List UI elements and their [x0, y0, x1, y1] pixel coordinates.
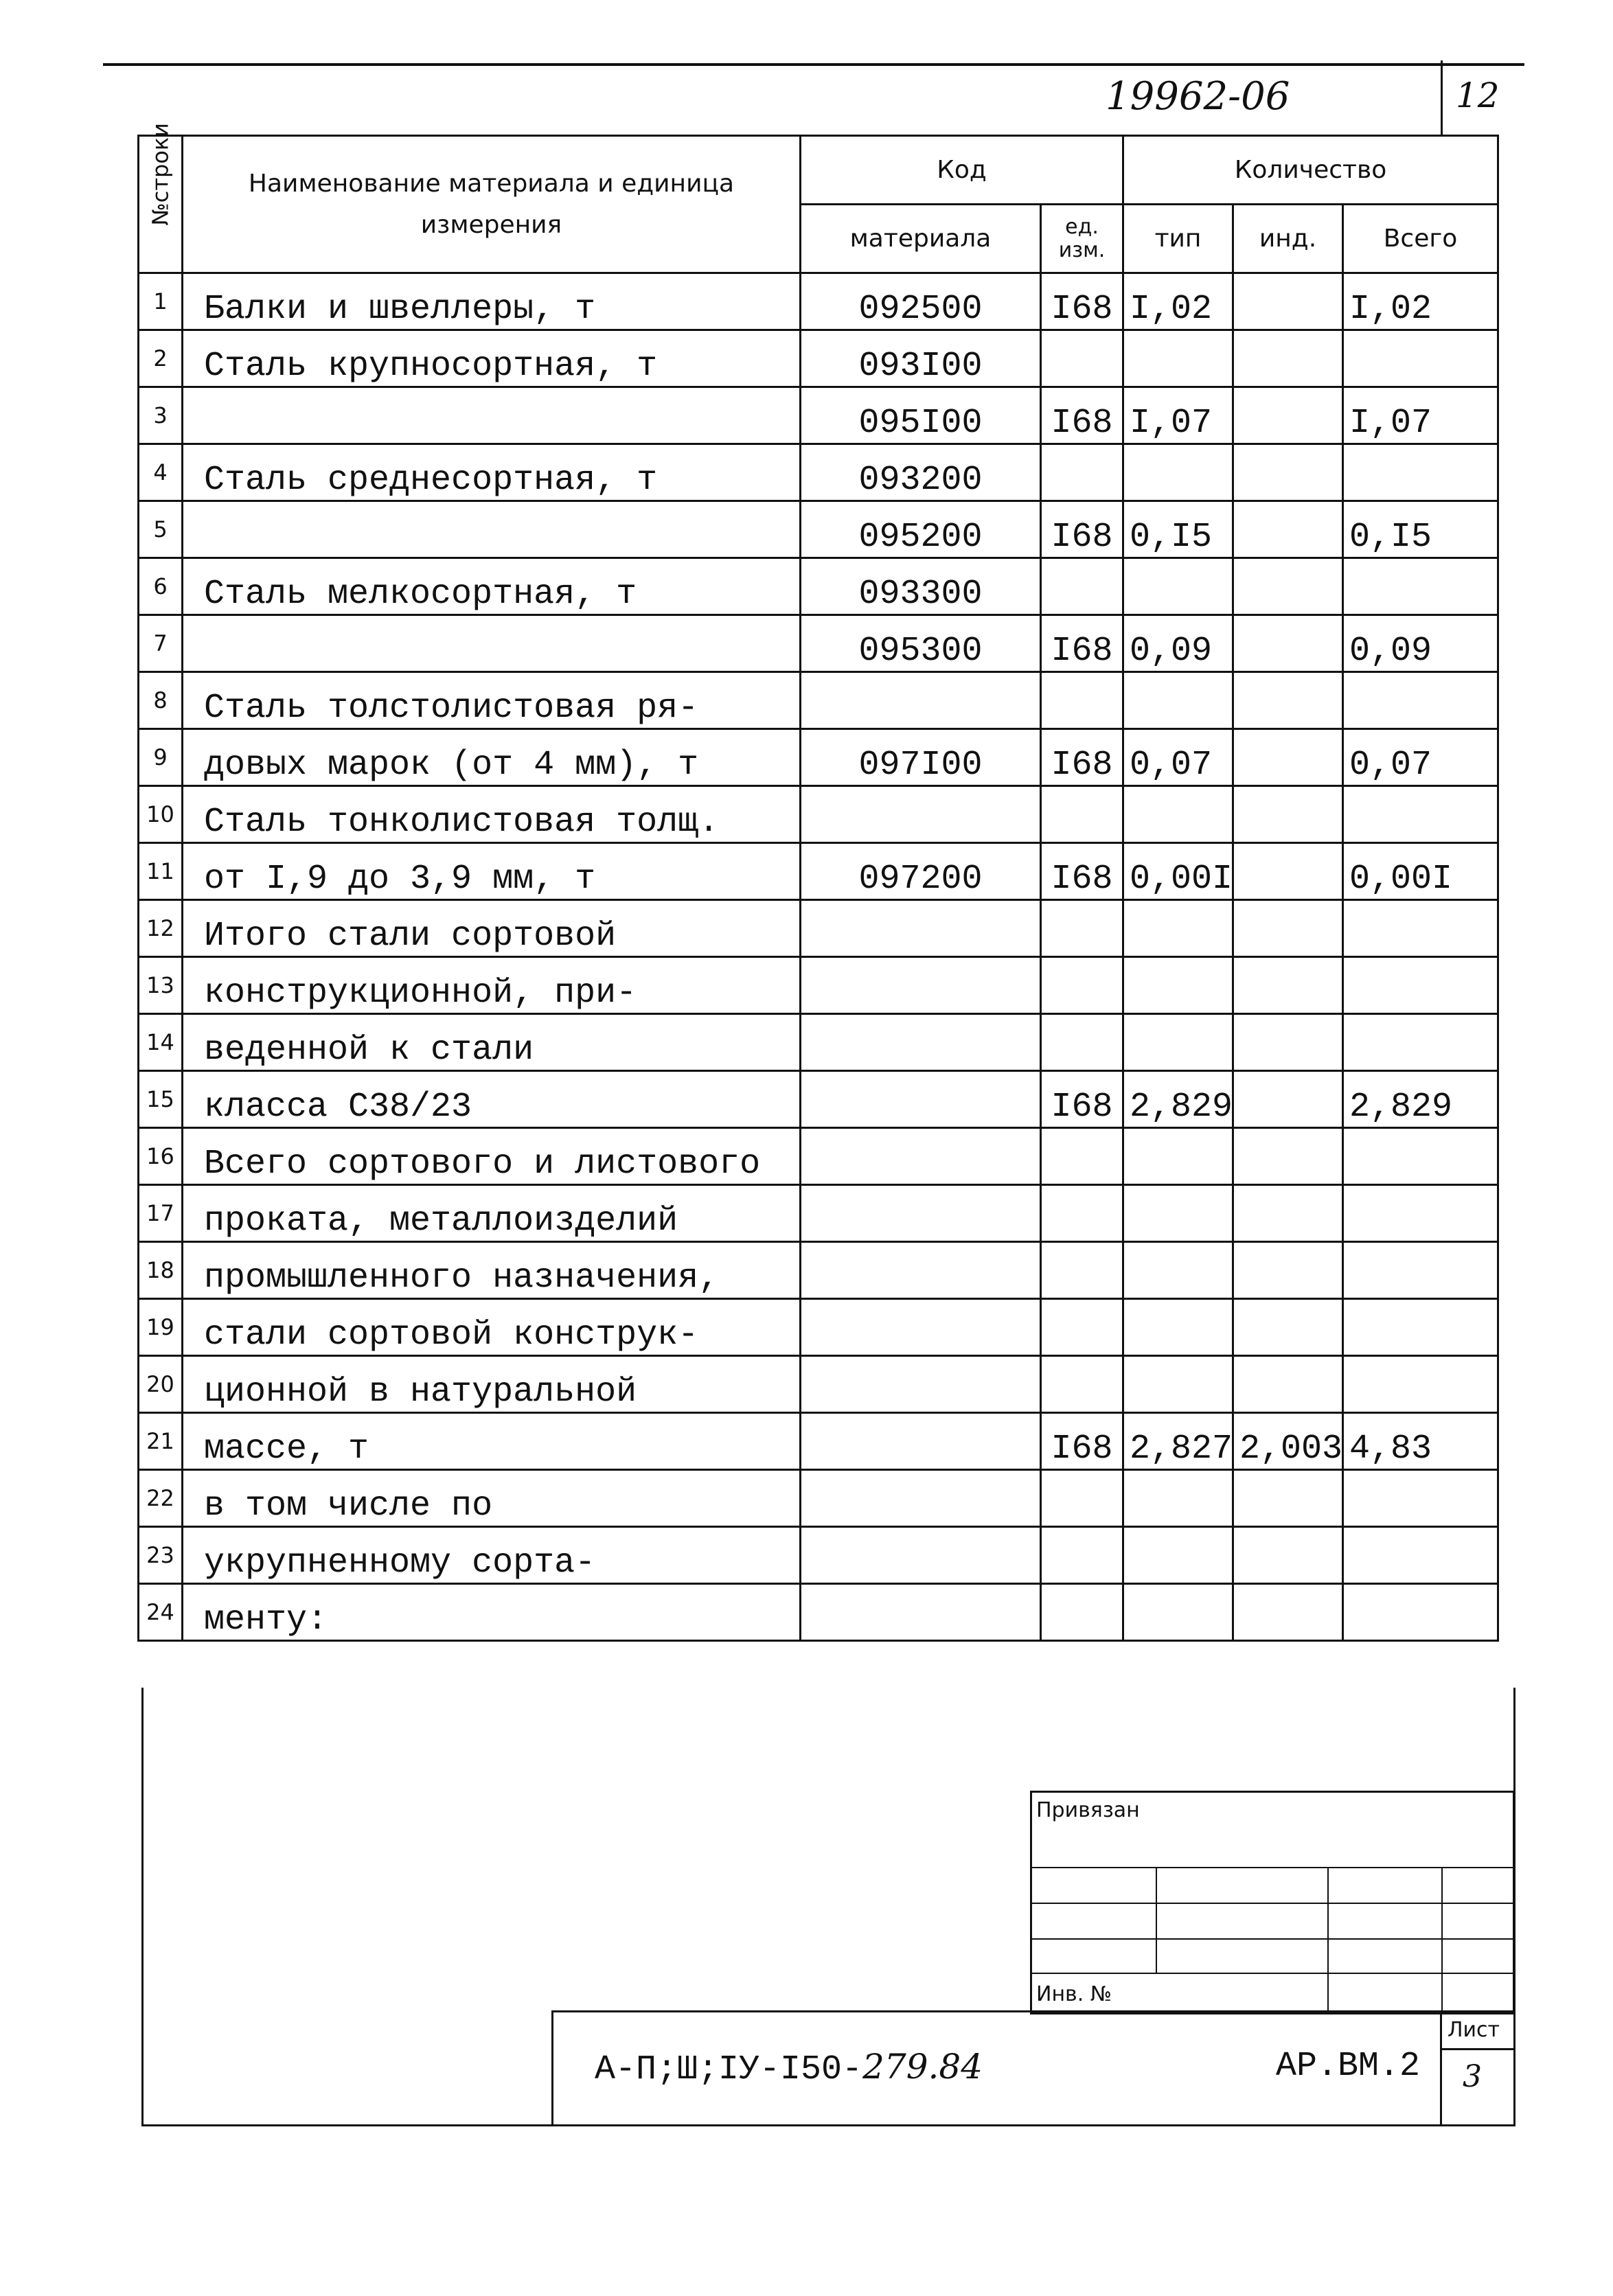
cell-unit: [1041, 1185, 1123, 1242]
table-row: [139, 729, 1498, 786]
cell-qty-total: [1343, 1128, 1498, 1185]
header-row-number: №строки: [139, 136, 183, 273]
table-row: [139, 615, 1498, 672]
cell-row-number: 13: [139, 957, 183, 1014]
cell-material-code: [801, 1356, 1041, 1413]
cell-qty-ind: [1233, 558, 1343, 615]
stamp-line: [1032, 1938, 1513, 1940]
cell-row-number: 14: [139, 1014, 183, 1071]
cell-qty-typ: [1123, 786, 1233, 843]
cell-row-number: 23: [139, 1527, 183, 1584]
cell-qty-ind: [1233, 1527, 1343, 1584]
cell-qty-ind: [1233, 1242, 1343, 1299]
cell-material-name: класса С38/23: [183, 1071, 801, 1128]
header-unit: ед. изм.: [1041, 205, 1123, 273]
cell-material-code: [801, 1470, 1041, 1527]
cell-qty-typ: [1123, 444, 1233, 501]
cell-unit: [1041, 672, 1123, 729]
cell-qty-typ: [1123, 1014, 1233, 1071]
cell-row-number: 7: [139, 615, 183, 672]
header-material-name: Наименование материала и единица измерения: [183, 136, 801, 273]
cell-qty-total: [1343, 1527, 1498, 1584]
attached-label: Привязан: [1036, 1798, 1140, 1822]
cell-qty-total: [1343, 330, 1498, 387]
cell-material-name: Всего сортового и листового: [183, 1128, 801, 1185]
cell-unit: [1041, 1014, 1123, 1071]
cell-qty-ind: [1233, 330, 1343, 387]
cell-qty-ind: [1233, 501, 1343, 558]
top-border-line: [103, 63, 1524, 66]
cell-row-number: 10: [139, 786, 183, 843]
cell-material-name: [183, 501, 801, 558]
cell-qty-total: [1343, 957, 1498, 1014]
cell-material-name: Балки и швеллеры, т: [183, 273, 801, 330]
cell-material-code: 097200: [801, 843, 1041, 900]
cell-qty-ind: [1233, 1071, 1343, 1128]
table-row: [139, 1071, 1498, 1128]
cell-qty-typ: 2,829: [1123, 1071, 1233, 1128]
cell-qty-typ: [1123, 1356, 1233, 1413]
cell-material-code: [801, 786, 1041, 843]
table-row: [139, 1413, 1498, 1470]
inventory-number-label: Инв. №: [1036, 1982, 1112, 2006]
cell-material-code: [801, 1584, 1041, 1641]
cell-qty-ind: [1233, 387, 1343, 444]
cell-material-name: конструкционной, при-: [183, 957, 801, 1014]
cell-row-number: 5: [139, 501, 183, 558]
cell-material-name: Сталь тонколистовая толщ.: [183, 786, 801, 843]
cell-qty-total: [1343, 558, 1498, 615]
cell-material-name: [183, 615, 801, 672]
cell-unit: [1041, 1584, 1123, 1641]
cell-qty-typ: [1123, 1584, 1233, 1641]
cell-qty-total: [1343, 1356, 1498, 1413]
page-number: 12: [1456, 76, 1500, 115]
cell-qty-typ: [1123, 1299, 1233, 1356]
cell-material-code: [801, 900, 1041, 957]
table-row: [139, 672, 1498, 729]
cell-qty-total: 0,07: [1343, 729, 1498, 786]
cell-qty-ind: [1233, 444, 1343, 501]
cell-material-code: [801, 1413, 1041, 1470]
cell-material-name: Сталь крупносортная, т: [183, 330, 801, 387]
project-code: А-П;Ш;IУ-I50-279.84: [595, 2047, 983, 2089]
cell-material-code: 093I00: [801, 330, 1041, 387]
table-row: [139, 1527, 1498, 1584]
cell-qty-total: [1343, 444, 1498, 501]
cell-material-name: менту:: [183, 1584, 801, 1641]
sheet-code: АР.ВМ.2: [1276, 2047, 1421, 2086]
cell-qty-total: [1343, 1299, 1498, 1356]
cell-qty-total: 4,83: [1343, 1413, 1498, 1470]
cell-unit: I68: [1041, 615, 1123, 672]
cell-row-number: 15: [139, 1071, 183, 1128]
table-row: [139, 444, 1498, 501]
cell-material-name: от I,9 до 3,9 мм, т: [183, 843, 801, 900]
cell-material-code: [801, 1071, 1041, 1128]
table-row: [139, 1299, 1498, 1356]
cell-material-code: [801, 1014, 1041, 1071]
sheet-divider: [1442, 2048, 1513, 2050]
cell-row-number: 11: [139, 843, 183, 900]
cell-row-number: 20: [139, 1356, 183, 1413]
cell-qty-ind: [1233, 615, 1343, 672]
stamp-line: [1441, 1867, 1443, 2012]
table-row: [139, 387, 1498, 444]
cell-qty-total: [1343, 786, 1498, 843]
cell-qty-ind: [1233, 1470, 1343, 1527]
cell-qty-total: I,02: [1343, 273, 1498, 330]
table-row: [139, 957, 1498, 1014]
cell-row-number: 12: [139, 900, 183, 957]
table-row: [139, 1128, 1498, 1185]
stamp-line: [1327, 1867, 1329, 2012]
cell-qty-ind: [1233, 672, 1343, 729]
header-qty-typ: тип: [1123, 205, 1233, 273]
table-row: [139, 501, 1498, 558]
sheet-number: 3: [1463, 2059, 1482, 2094]
cell-material-name: промышленного назначения,: [183, 1242, 801, 1299]
stamp-line: [1032, 1973, 1513, 1974]
cell-row-number: 24: [139, 1584, 183, 1641]
cell-qty-typ: I,07: [1123, 387, 1233, 444]
cell-qty-typ: [1123, 957, 1233, 1014]
cell-material-code: [801, 1527, 1041, 1584]
cell-unit: I68: [1041, 843, 1123, 900]
cell-qty-total: 2,829: [1343, 1071, 1498, 1128]
cell-material-code: [801, 1128, 1041, 1185]
cell-material-name: ционной в натуральной: [183, 1356, 801, 1413]
cell-qty-ind: [1233, 900, 1343, 957]
cell-unit: [1041, 1128, 1123, 1185]
cell-material-code: [801, 672, 1041, 729]
cell-qty-typ: [1123, 1242, 1233, 1299]
cell-qty-typ: 0,07: [1123, 729, 1233, 786]
table-row: [139, 1242, 1498, 1299]
cell-row-number: 1: [139, 273, 183, 330]
cell-material-code: [801, 1185, 1041, 1242]
cell-qty-typ: [1123, 672, 1233, 729]
header-qty-ind: инд.: [1233, 205, 1343, 273]
cell-material-name: Итого стали сортовой: [183, 900, 801, 957]
cell-qty-total: 0,I5: [1343, 501, 1498, 558]
cell-unit: I68: [1041, 273, 1123, 330]
cell-qty-total: [1343, 1470, 1498, 1527]
cell-qty-typ: 0,09: [1123, 615, 1233, 672]
cell-material-name: Сталь толстолистовая ря-: [183, 672, 801, 729]
cell-qty-ind: [1233, 1014, 1343, 1071]
cell-row-number: 17: [139, 1185, 183, 1242]
header-code-group: Код: [801, 136, 1123, 205]
cell-unit: I68: [1041, 1071, 1123, 1128]
cell-material-name: веденной к стали: [183, 1014, 801, 1071]
cell-qty-total: 0,00I: [1343, 843, 1498, 900]
cell-material-code: 095I00: [801, 387, 1041, 444]
cell-qty-total: 0,09: [1343, 615, 1498, 672]
cell-material-name: довых марок (от 4 мм), т: [183, 729, 801, 786]
cell-qty-typ: [1123, 1527, 1233, 1584]
cell-row-number: 6: [139, 558, 183, 615]
header-quantity-group: Количество: [1123, 136, 1498, 205]
cell-qty-typ: [1123, 558, 1233, 615]
cell-qty-typ: 0,I5: [1123, 501, 1233, 558]
sheet-label: Лист: [1448, 2018, 1500, 2042]
table-row: [139, 273, 1498, 330]
cell-qty-ind: [1233, 957, 1343, 1014]
cell-unit: [1041, 1470, 1123, 1527]
cell-material-code: 095200: [801, 501, 1041, 558]
page-number-separator: [1441, 60, 1443, 136]
header-material-code: материала: [801, 205, 1041, 273]
cell-row-number: 21: [139, 1413, 183, 1470]
cell-material-code: 093300: [801, 558, 1041, 615]
cell-qty-typ: [1123, 1128, 1233, 1185]
cell-row-number: 4: [139, 444, 183, 501]
cell-qty-ind: [1233, 729, 1343, 786]
cell-material-name: [183, 387, 801, 444]
cell-qty-total: I,07: [1343, 387, 1498, 444]
cell-unit: [1041, 1299, 1123, 1356]
cell-qty-ind: [1233, 1128, 1343, 1185]
cell-unit: I68: [1041, 1413, 1123, 1470]
table-row: [139, 330, 1498, 387]
cell-qty-ind: [1233, 1356, 1343, 1413]
cell-row-number: 22: [139, 1470, 183, 1527]
cell-unit: [1041, 444, 1123, 501]
stamp-line: [1032, 1903, 1513, 1904]
cell-qty-total: [1343, 900, 1498, 957]
sheet-box: [1440, 2012, 1513, 2126]
table-row: [139, 1185, 1498, 1242]
cell-unit: [1041, 957, 1123, 1014]
table-row: [139, 1470, 1498, 1527]
cell-material-name: массе, т: [183, 1413, 801, 1470]
cell-qty-typ: 0,00I: [1123, 843, 1233, 900]
cell-material-code: 092500: [801, 273, 1041, 330]
cell-qty-ind: [1233, 1185, 1343, 1242]
cell-material-code: [801, 1299, 1041, 1356]
cell-qty-ind: [1233, 786, 1343, 843]
cell-row-number: 2: [139, 330, 183, 387]
table-row: [139, 1584, 1498, 1641]
stamp-line: [1156, 1867, 1157, 1973]
cell-unit: [1041, 558, 1123, 615]
cell-unit: I68: [1041, 729, 1123, 786]
cell-qty-typ: [1123, 1185, 1233, 1242]
cell-material-code: 095300: [801, 615, 1041, 672]
table-row: [139, 1356, 1498, 1413]
table-row: [139, 1014, 1498, 1071]
cell-row-number: 18: [139, 1242, 183, 1299]
cell-unit: [1041, 1242, 1123, 1299]
table-row: [139, 900, 1498, 957]
table-row: [139, 786, 1498, 843]
cell-unit: [1041, 900, 1123, 957]
cell-row-number: 9: [139, 729, 183, 786]
cell-qty-total: [1343, 1014, 1498, 1071]
cell-row-number: 8: [139, 672, 183, 729]
cell-unit: [1041, 786, 1123, 843]
materials-table: [137, 122, 1499, 1642]
cell-qty-total: [1343, 672, 1498, 729]
table-row: [139, 558, 1498, 615]
cell-qty-typ: I,02: [1123, 273, 1233, 330]
cell-material-name: Сталь среднесортная, т: [183, 444, 801, 501]
cell-qty-typ: [1123, 330, 1233, 387]
cell-unit: I68: [1041, 501, 1123, 558]
cell-qty-ind: [1233, 1584, 1343, 1641]
cell-material-name: укрупненному сорта-: [183, 1527, 801, 1584]
cell-qty-ind: [1233, 273, 1343, 330]
cell-qty-typ: 2,827: [1123, 1413, 1233, 1470]
title-block: [551, 2010, 1513, 2126]
cell-row-number: 16: [139, 1128, 183, 1185]
attachment-stamp: [1030, 1791, 1515, 2014]
cell-row-number: 3: [139, 387, 183, 444]
cell-unit: I68: [1041, 387, 1123, 444]
cell-qty-total: [1343, 1584, 1498, 1641]
cell-unit: [1041, 1356, 1123, 1413]
cell-material-code: 097I00: [801, 729, 1041, 786]
cell-material-code: [801, 1242, 1041, 1299]
cell-unit: [1041, 1527, 1123, 1584]
cell-material-name: проката, металлоизделий: [183, 1185, 801, 1242]
cell-material-code: 093200: [801, 444, 1041, 501]
cell-material-code: [801, 957, 1041, 1014]
cell-row-number: 19: [139, 1299, 183, 1356]
cell-qty-total: [1343, 1242, 1498, 1299]
cell-material-name: в том числе по: [183, 1470, 801, 1527]
cell-qty-ind: 2,003: [1233, 1413, 1343, 1470]
cell-unit: [1041, 330, 1123, 387]
stamp-line: [1032, 1867, 1513, 1868]
cell-qty-typ: [1123, 900, 1233, 957]
cell-qty-ind: [1233, 843, 1343, 900]
document-number: 19962-06: [1106, 74, 1290, 119]
cell-material-name: Сталь мелкосортная, т: [183, 558, 801, 615]
table-row: [139, 843, 1498, 900]
header-qty-total: Всего: [1343, 205, 1498, 273]
cell-qty-typ: [1123, 1470, 1233, 1527]
cell-qty-total: [1343, 1185, 1498, 1242]
cell-material-name: стали сортовой конструк-: [183, 1299, 801, 1356]
cell-qty-ind: [1233, 1299, 1343, 1356]
